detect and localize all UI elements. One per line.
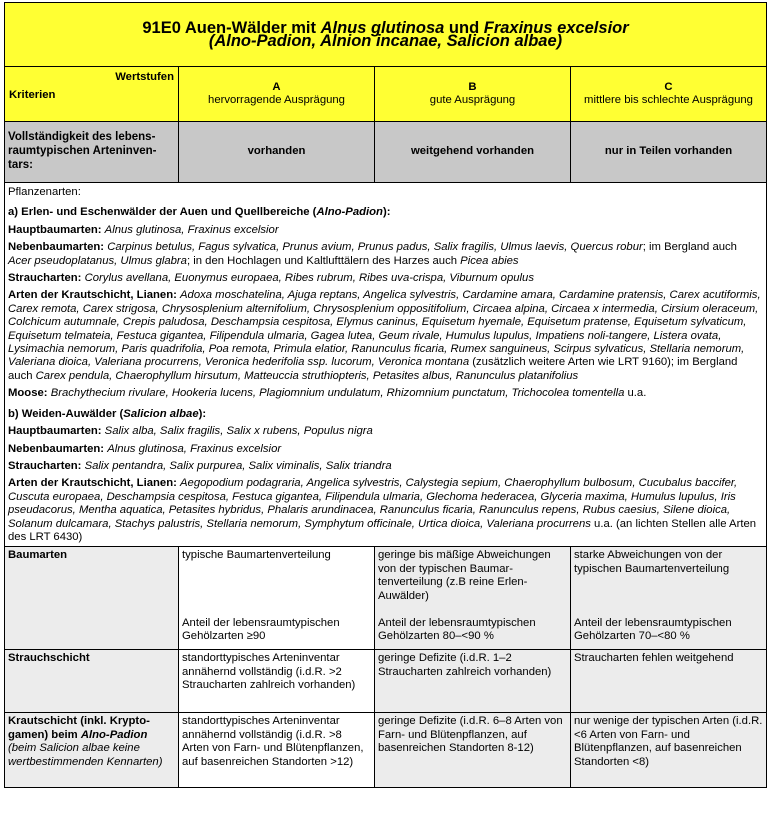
header-col-b-label: gute Ausprägung [429,94,516,106]
completeness-c: nur in Teilen vorhanden [571,122,767,183]
baumarten-row [5,547,767,650]
header-col-c-label: mittlere bis schlechte Ausprägung [584,94,753,106]
header-col-a [179,67,375,122]
krautschicht-label-main: Krautschicht (inkl. Kryptogamen) beim [8,715,150,741]
baumarten-a-top: typische Baumartenverteilung [182,549,331,562]
strauchschicht-c: Straucharten fehlen weitgehend [571,650,767,713]
title-subtitle: (Alno-Padion, Alnion incanae, Salicion albae) [208,32,563,50]
baumarten-c [571,547,767,650]
completeness-row [5,122,767,183]
completeness-a: vorhanden [179,122,375,183]
title-und: und [448,18,480,37]
baumarten-a-bottom: Anteil der lebensraumtypischen Gehölzarten ≥90 [182,616,340,642]
header-criteria-cell [5,67,179,122]
plant-species-row [5,183,767,547]
krautschicht-label-note: (beim Salicion albae keine wertbestimmenden Kennarten) [8,742,163,768]
document-page [4,2,770,788]
title-row [5,3,767,67]
section-b-title: b) Weiden-Auwälder (Salicion albae): [8,407,207,420]
plant-species-cell [5,183,767,547]
strauchschicht-a: standorttypisches Arteninventar annähernd vollständig (i.d.R. >2 Straucharten zahlreich vorhanden) [179,650,375,713]
section-b-straucharten: Straucharten: Salix pentandra, Salix purpurea, Salix viminalis, Salix triandra [8,459,392,472]
section-b-krautschicht: Arten der Krautschicht, Lianen: Aegopodium podagraria, Angelica sylvestris, Calystegia sepium, Chaerophyllum bulbosum, Cucubalus baccifer, Cuscuta europaea, Deschampsia cespitosa, Festuca gigantea, Filipendula ulmaria, Glechoma hederacea, Glyceria maxima, Humulus lupulus, Iris pseudacorus, Mentha aquatica, Petasites hybridus, Phalaris arundinacea, Ranunculus ficaria, Ranunculus repens, Rubus caesius, Silene dioica, Solanum dulcamara, Stachys palustris, Stellaria nemorum, Symphytum officinale, Urtica dioica, Valeriana procurrens u.a. (an lichten Stellen alle Arten des LRT 6430) [8,477,757,543]
section-a-title: a) Erlen- und Eschenwälder der Auen und Quellbereiche (Alno-Padion): [8,206,391,219]
krautschicht-row [5,713,767,788]
header-col-c [571,67,767,122]
completeness-label: Vollständigkeit des lebensraumtypischen Arteninventars: [5,122,179,183]
baumarten-c-bottom: Anteil der lebensraumtypischen Gehölzarten 70–<80 % [574,616,732,642]
section-a-nebenbaumarten: Nebenbaumarten: Carpinus betulus, Fagus sylvatica, Prunus avium, Prunus padus, Salix fragilis, Ulmus laevis, Quercus robur; im Bergland auch Acer pseudoplatanus, Ulmus glabra; in den Hochlagen und Kaltlufttälern des Harzes auch Picea abies [8,241,737,267]
krautschicht-label [5,713,179,788]
header-col-b [375,67,571,122]
header-col-b-letter: B [468,80,477,93]
header-kriterien: Kriterien [9,89,56,101]
baumarten-b [375,547,571,650]
completeness-b: weitgehend vorhanden [375,122,571,183]
plants-heading: Pflanzenarten: [8,186,81,198]
title-text-a: Auen-Wälder mit [184,18,316,37]
krautschicht-label-alno: Alno-Padion [80,728,148,741]
assessment-table [4,2,767,788]
section-a-hauptbaumarten: Hauptbaumarten: Alnus glutinosa, Fraxinus excelsior [8,223,279,236]
title-species-2: Fraxinus excelsior [483,18,629,37]
title-species-1: Alnus glutinosa [320,18,445,37]
header-row [5,67,767,122]
baumarten-b-top: geringe bis mäßige Abweichungen von der typischen Baumartenverteilung (z.B reine Erlen-Auwälder) [378,549,551,602]
krautschicht-b: geringe Defizite (i.d.R. 6–8 Arten von Farn- und Blütenpflanzen, auf basenreichen Standorten 8-12) [375,713,571,788]
baumarten-label: Baumarten [5,547,179,650]
krautschicht-a: standorttypisches Arteninventar annähernd vollständig (i.d.R. >8 Arten von Farn- und Blütenpflanzen, auf basenreichen Standorten >12) [179,713,375,788]
document-title [5,3,767,67]
section-b-hauptbaumarten: Hauptbaumarten: Salix alba, Salix fragilis, Salix x rubens, Populus nigra [8,425,373,438]
header-col-c-letter: C [664,80,673,93]
strauchschicht-row [5,650,767,713]
strauchschicht-b: geringe Defizite (i.d.R. 1–2 Straucharten zahlreich vorhanden) [375,650,571,713]
section-a-krautschicht: Arten der Krautschicht, Lianen: Adoxa moschatelina, Ajuga reptans, Angelica sylvestris, Cardamine amara, Cardamine pratensis, Carex acutiformis, Carex remota, Carex strigosa, Chrysosplenium alternifolium, Chrysosplenium oppositifolium, Circaea alpina, Circaea x intermedia, Cirsium oleraceum, Colchicum autumnale, Crepis paludosa, Deschampsia cespitosa, Elymus caninus, Equisetum hyemale, Equisetum pratense, Equisetum sylvaticum, Equisetum telmateia, Festuca gigantea, Filipendula ulmaria, Gagea lutea, Geum rivale, Humulus lupulus, Impatiens noli-tangere, Listera ovata, Lysimachia nemorum, Paris quadrifolia, Poa remota, Primula elatior, Ranunculus ficaria, Rumex sanguineus, Scirpus sylvaticus, Stellaria nemorum, Valeriana dioica, Valeriana procurrens, Veronica hederifolia ssp. lucorum, Veronica montana (zusätzlich weitere Arten wie LRT 9160); im Bergland auch Carex pendula, Chaerophyllum hirsutum, Matteuccia struthiopteris, Petasites albus, Ranunculus platanifolius [8,289,761,382]
baumarten-b-bottom: Anteil der lebensraumtypischen Gehölzarten 80–<90 % [378,616,536,642]
header-col-a-letter: A [272,80,281,93]
section-a-moose: Moose: Brachythecium rivulare, Hookeria lucens, Plagiomnium undulatum, Rhizomnium punctatum, Trichocolea tomentella u.a. [8,387,647,400]
baumarten-c-top: starke Abweichungen von der typischen Baumartenverteilung [574,549,730,575]
baumarten-a [179,547,375,650]
title-code: 91E0 [142,18,181,37]
strauchschicht-label: Strauchschicht [5,650,179,713]
header-wertstufen: Wertstufen [115,71,174,83]
krautschicht-c: nur wenige der typischen Arten (i.d.R. <6 Arten von Farn- und Blütenpflanzen, auf basenreichen Standorten <8) [571,713,767,788]
section-b-nebenbaumarten: Nebenbaumarten: Alnus glutinosa, Fraxinus excelsior [8,442,282,455]
header-col-a-label: hervorragende Ausprägung [208,94,345,106]
section-a-straucharten: Straucharten: Corylus avellana, Euonymus europaea, Ribes rubrum, Ribes uva-crispa, Viburnum opulus [8,272,534,285]
